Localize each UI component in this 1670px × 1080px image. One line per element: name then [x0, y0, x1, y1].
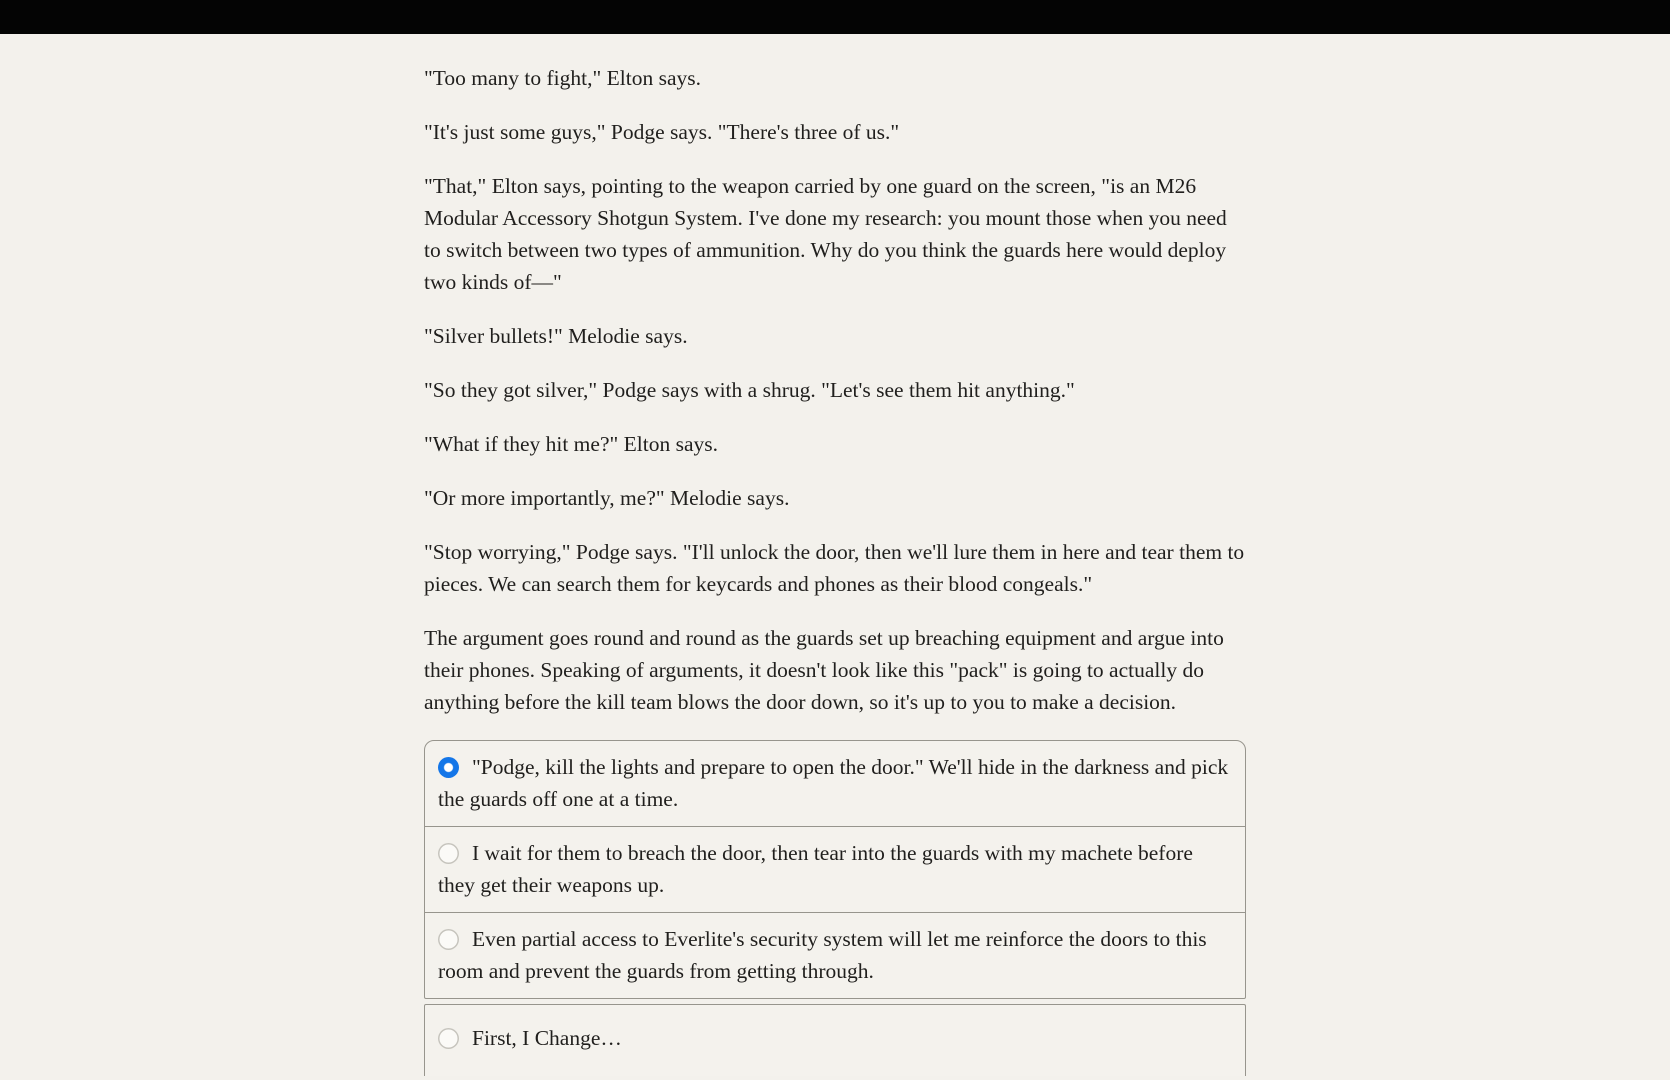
story-paragraph: "It's just some guys," Podge says. "There's three of us." — [424, 120, 900, 144]
story-page — [424, 34, 1246, 1076]
story-paragraph: "What if they hit me?" Elton says. — [424, 432, 718, 456]
story-paragraph: "Too many to fight," Elton says. — [424, 66, 702, 90]
story-paragraph: "That," Elton says, pointing to the weapon carried by one guard on the screen, "is an M26 Modular Accessory Shotgun System. I've done my research: you mount those when you need to switch between two types of ammunition. Why do you think the guards here would deploy two kinds of—" — [424, 174, 1227, 294]
choice-option-label: Even partial access to Everlite's security system will let me reinforce the doors to this room and prevent the guards from getting through. — [438, 927, 1207, 983]
choice-list-continued — [424, 1004, 1246, 1076]
story-paragraph: "Silver bullets!" Melodie says. — [424, 324, 688, 348]
choice-option-1[interactable] — [425, 741, 1245, 826]
choice-option-3[interactable] — [425, 912, 1245, 998]
story-paragraph: The argument goes round and round as the guards set up breaching equipment and argue into their phones. Speaking of arguments, it doesn't look like this "pack" is going to actually do anything before the kill team blows the door down, so it's up to you to make a decision. — [424, 626, 1224, 714]
story-paragraph: "Or more importantly, me?" Melodie says. — [424, 486, 790, 510]
choice-option-label: "Podge, kill the lights and prepare to open the door." We'll hide in the darkness and pick the guards off one at a time. — [438, 755, 1229, 811]
choice-option-label: First, I Change… — [472, 1026, 622, 1050]
radio-unselected-icon[interactable] — [438, 929, 459, 950]
choice-option-label: I wait for them to breach the door, then tear into the guards with my machete before they get their weapons up. — [438, 841, 1193, 897]
choice-option-4[interactable] — [425, 1005, 1245, 1065]
story-paragraph: "Stop worrying," Podge says. "I'll unlock the door, then we'll lure them in here and tear them to pieces. We can search them for keycards and phones as their blood congeals." — [424, 540, 1245, 596]
radio-unselected-icon[interactable] — [438, 843, 459, 864]
choice-list — [424, 740, 1246, 999]
story-paragraph: "So they got silver," Podge says with a shrug. "Let's see them hit anything." — [424, 378, 1075, 402]
story-text — [424, 62, 1246, 718]
choice-option-2[interactable] — [425, 826, 1245, 912]
radio-unselected-icon[interactable] — [438, 1028, 459, 1049]
radio-selected-icon[interactable] — [438, 757, 459, 778]
top-bar — [0, 0, 1670, 34]
